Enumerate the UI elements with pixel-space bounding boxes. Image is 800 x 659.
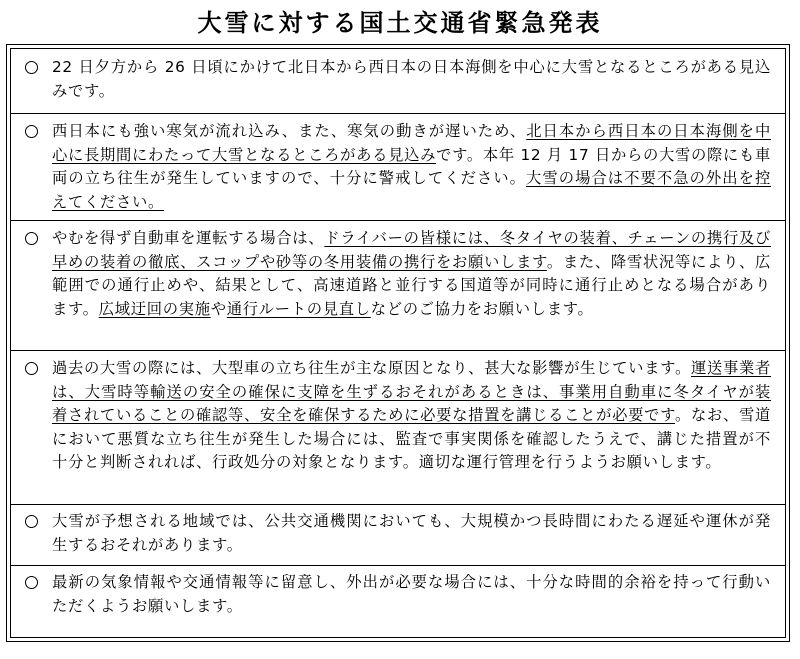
notice-segment: 西日本にも強い寒気が流れ込み、また、寒気の動きが遅いため、 [52,122,527,140]
notice-underlined-segment: 運送事業者は、大雪時等輸送の安全の確保に支障を生ずるおそれがあるときは、事業用自動車に冬タイヤが装着されていることの確認等、安全を確保するために必要な措置を講じることが必要です [52,359,771,425]
circle-bullet-icon [25,515,38,528]
notice-segment: 過去の大雪の際には、大型車の立ち往生が主な原因となり、甚大な影響が生じています。 [52,359,691,377]
notice-underlined-segment: ドライバーの皆様には、冬タイヤの装着、チェーンの携行及び早めの装着の徹底、スコップや砂等の冬用装備の携行をお願いします [52,229,772,271]
notice-segment: 22 日夕方から 26 日頃にかけて北日本から西日本の日本海側を中心に大雪となるところがある見込みです。 [52,58,771,100]
circle-bullet-icon [25,362,38,375]
notice-frame-inner [10,48,786,638]
notice-1 [11,49,785,114]
circle-bullet-icon [25,232,38,245]
circle-bullet-icon [25,61,38,74]
notice-segment: 大雪が予想される地域では、公共交通機関においても、大規模かつ長時間にわたる遅延や運休が発生するおそれがあります。 [52,512,771,554]
notice-segment: 。また、降雪状況等により、広範囲での通行止めや、結果として、高速道路と並行する国道等が同時に通行止めとなる場合があります。 [52,252,771,318]
notice-segment: やむを得ず自動車を運転する場合は、 [52,229,325,247]
notice-text [52,357,771,475]
notice-underlined-segment: 通行ルートの見直し [226,299,371,318]
notice-segment: です。本年 12 月 17 日からの大雪の際にも車両の立ち往生が発生していますので、十分に警戒してください。 [52,145,771,188]
notice-segment: などのご協力をお願いします。 [370,299,594,318]
notice-text [52,56,771,103]
notice-segment: や [210,299,227,318]
notice-underlined-segment: 北日本から西日本の日本海側を中心に長期間にわたって大雪となるところがある見込み [52,122,771,164]
notice-3 [11,221,785,351]
notice-text [52,227,771,321]
notice-text [52,510,771,557]
notice-underlined-segment: 広域迂回の実施 [98,299,211,318]
notice-text [52,120,771,214]
notice-segment: 。なお、雪道において悪質な立ち往生が発生した場合には、監査で事実関係を確認したうえで、講じた措置が不十分と判断されれば、行政処分の対象となります。適切な運行管理を行うようお願いします。 [52,406,771,472]
circle-bullet-icon [25,125,38,138]
notice-5 [11,505,785,566]
notice-6 [11,566,785,639]
notice-4 [11,351,785,505]
notice-text [52,571,771,618]
document-title: 大雪に対する国土交通省緊急発表 [197,9,603,37]
notice-underlined-segment: 大雪の場合は不要不急の外出を控えてください。 [52,169,771,211]
notice-segment: 最新の気象情報や交通情報等に留意し、外出が必要な場合には、十分な時間的余裕を持って行動いただくようお願いします。 [52,573,771,615]
circle-bullet-icon [25,576,38,589]
notice-frame [6,44,790,642]
notice-2 [11,114,785,221]
